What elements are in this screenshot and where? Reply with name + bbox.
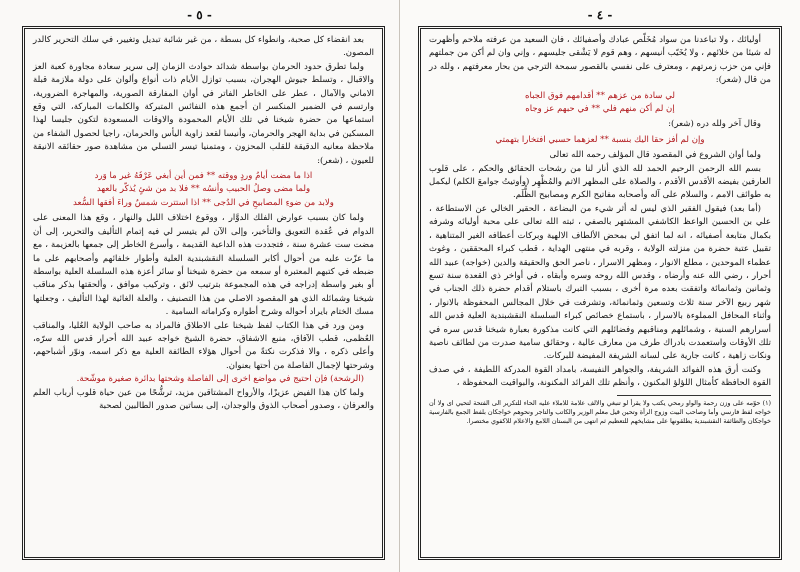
- paragraph: بعد انقضاء كل صحبة، وانطواء كل بسطة ، من غير شائبة تبديل وتغيير، في سلك التحرير كالدر المصون.: [33, 35, 374, 59]
- poem-verse: اذا ما مضت أيامُ وردٍ ووقته ** فمن أين أبغي عَرْفَهُ غير ما وَرد: [94, 171, 313, 182]
- paragraph: بسم الله الرحمن الرحيم الحمد لله الذي أنار لنا من رشحات الحقائق والحكم ، على قلوب العارفين بفيضه الأقدس الأقدم ، والصلاة على المظهر الاتم والمُظْهِر (وأوتيتُ جوامعَ الكلم) ليكمل به طوائف الامم ، والسلام على آله وأصحابه مفاتيح الكرم ومصابيح الظُّلَم.: [429, 163, 771, 201]
- poem: [33, 170, 374, 210]
- poem-verse: لي سادة من عزهم ** أقدامهم فوق الجباه: [524, 90, 676, 101]
- paragraph: ولما تطرق حدود الحرمان بواسطة شدائد حوادث الزمان إلى سرير سعادة مجاورة كعبة العز والاقبال ، وتسلط جيوش الهجران، بسبب توازل الأيام ذات أنواع وألوان على دولة ملازمة قبلة الاماني والآمال ، عطر على الخاطر الفاتر في أوان المفارقة الصورية، والمهاجرة الضرورية، وارتسم في الضمير المنكسر ان أجمع هذه النفائس المتبركة والكلمات المباركة، التي وقع استماعها من حضرة شيخنا في تلك الأيام المحمودة والاوقات المسعودة لتكون جليسا لهذا المسكين في بداية الهجر والحرمان، وأنيسا لقعد زاوية اليأس والحرمان، راجيا لحصول الشفاء من ملاحظة معانيه الدقيقة للقلب المحزون ، ومتمنيا تيسر التسلي من مشاهدة صور حقائقه الانيقة للعيون ، (شعر):: [33, 61, 374, 166]
- page-frame: [22, 26, 385, 560]
- body-text: [429, 149, 771, 390]
- right-page: [400, 0, 800, 572]
- paragraph: وكنت أرق هذه الفوائد الشريفة، والجواهر النفيسة، بامداد القوة المدركة اللطيفة ، في صدف القوة الحافظة كأمثال اللؤلؤ المكنون ، وأنظم تلك الفرائد المكنونة، والبواقيت المحفوظة ،: [429, 364, 771, 389]
- poem-verse: ولابد من ضوءِ المصابيحِ في الدُجى ** اذا استترت شمسٌ وراءَ أفقها السُّعد: [73, 197, 334, 208]
- page-frame: [418, 26, 782, 560]
- body-text: [33, 212, 374, 413]
- poem-verse: وإن لم أفز حقا اليك بنسبة ** لعزهما حسبي افتخارا بتهمتي: [495, 134, 705, 145]
- body-text: [33, 34, 374, 168]
- paragraph: أوليائك ، ولا تباعدنا من سواد مُخَلّص عبادك وأصفيائك ، فان السعيد من عرفته ملاحم وأظهرت له شيئا من خلائهم ، ولا يُخَيّب أنيسهم ، وهم قوم لا يَشْقى جليسهم ، وإني وان لم أكن من جملتهم فإني من حزب زمرتهم ، ومعترف على نفسي بالقصور سمحة الترجي من بحار معرفتهم ، ولله در من قال (شعر):: [429, 35, 771, 86]
- paragraph: وقال آخر ولله دره (شعر):: [668, 119, 761, 130]
- page-number: - ٤ -: [587, 8, 613, 22]
- paragraph: ولما كان هذا الفيض عزيزًا، والأرواح المشتاقين مزيد، ترشُّحًا من عين حياة قلوب أرباب العلم والعرفان ، وصدور أصحاب الذوق والوجدان، إلى بساتين صدور الطالبين لصحبة: [33, 387, 374, 411]
- body-text: [429, 118, 771, 131]
- poem: [429, 134, 771, 147]
- paragraph: ولما كان بسبب عوارض الفلك الدوَّار ، ووقوع اختلاف الليل والنهار ، وقع هذا المعنى على الدوام في عُقدة التعويق والتأخير، وإلى الآن لم يتيسر لي فيه إتمام التأليف والتحرير، إلى أن مضت ست عشرة سنة ، فتجددت هذه الداعية القديمة ، وأسرع الخاطر إلى جمعها بالعزيمة ، مع ما عزّت عليه من أحوال أكابر السلسلة النقشبندية العلية وأطوار خلفائهم وأصحابهم على ما ضبطه في كتبهم المعتبرة أو سمعه من حضرة شيخنا أو سائر أعزة هذه السلسلة العلية بواسطة أو بغير واسطة إدراجه في هذه المجموعة بترتيب لائق ، وتركيب موافق ، وألحقتها بذكر مناقب شيخنا وشمائله الذي هو المقصود الاصلي من هذا التصنيف ، والعلة الغائية لهذا التأليف ، وجعلتها مسك الختام بايراد أحواله وشرح أطواره وكراماته السامية .: [33, 213, 374, 318]
- footnote: (١) حوّمه على وزن رحمة والواو رمحي يكتب ولا يقرأ لو تنبغي والالف علامة للاملاء عليه الحاء للتكرير الى الفتحة لتحيي اى ولا أن خواجه لفظ فارسي وأما وصاحب البيت وزوج الرأة وتحين قيل معلم الوزير والكاتب والتاجر ونحوهم خواجكان بلفظ الجمع بالفارسية خواجكان والطائفة النقشبندية يطلقونها على مشايخهم للتعظيم ثم انتهى من البستان اللامع والاعلام للاكفوي مختصرا.: [429, 398, 771, 425]
- paragraph: (الرشحة) فإن احتيج في مواضع اخرى إلى الفاصلة وشحتها بدائرة صغيرة موشّحة.: [76, 374, 364, 385]
- paragraph: ولما أوان الشروع في المقصود قال المؤلف رحمه الله تعالى: [549, 150, 761, 161]
- poem-verse: ولما مضى وصلُ الحبيب وأنسُه ** فلا بد من شئٍ يُذكّر بالعهد: [96, 184, 311, 195]
- paragraph: (أما بعد) فيقول الفقير الذي ليس له أثر شيء من البضاعة ، الحقير الخالي عن الاستطاعة ، علي بن الحسين الواعظ الكاشفي المشتهر بالصفي ، ثبته الله تعالى على محبة أوليائه وشرفه بكمال متابعة أصفيائه ، انه لما اتفق لي بمحض الألطاف الالهية وبركات أعطافه الغير المتناهية ، تقبيل عتبة حضرة من منزلته الولاية ، وقربه في منتهى الهداية ، قطب كبراء المحققين ، وغوث عظماء الموحدين ، مطلع الانوار ، ومظهر الاسرار ، ناصر الحق والحقيقة والدين (خواجه) عبيد الله أحرار ، رضي الله عنه وأرضاه ، وقدس الله روحه وسره وأبقاه ، في أواخر ذي القعدة سنة تسع وثمانين وثمانمائة واتفقت بعده مرة أخرى ، بسبب التبرك باستلام أقدام حضرة ذلك الجناب في شهر ربيع الآخر سنة ثلاث وتسعين وثمانمائة، وتشرفت في خلال المجالس المحفوظة بالانوار ، وأثناء المحافل المملوءة بالاسرار ، باستماع خصائص كبراء السلسلة النقشبندية العلية قدس الله أسرارهم السنية ، وشمائلهم ومناقبهم وفضائلهم التي كانت مذكورة بعبارة شيخنا قدس سره في تلك الأوقات واستعمدت بادراك طرف من معارف عالية ، وحقائق سامية صدرت من لطائف ناصية ونكات زاهية ، كانت جارية على لسانه الشريفة المفيضة للبركات.: [429, 203, 771, 362]
- paragraph: ومن ورد في هذا الكتاب لفظ شيخنا على الاطلاق فالمراد به صاحب الولاية العُليا، والمناقب العُظمى، قطب الآفاق، منبع الاشفاق، حضرة الشيخ خواجه عبيد الله أحرار قدس الله سرّه، وأعلى ذكره ، والا فذكرت نكتةً من أحوال هؤلاء الطائفة العلية مع ذكر اسمه، ونوّر أشباحهم، وشرحتها لإجمال الفاصلة من أحتها بعنوان.: [33, 320, 374, 371]
- footnote-divider: [617, 395, 771, 396]
- page-number: - ٥ -: [187, 8, 212, 22]
- body-text: [429, 34, 771, 88]
- poem-verse: إن لم أكن منهم فلي ** في حبهم عز وجاه: [525, 104, 675, 115]
- poem: [429, 90, 771, 117]
